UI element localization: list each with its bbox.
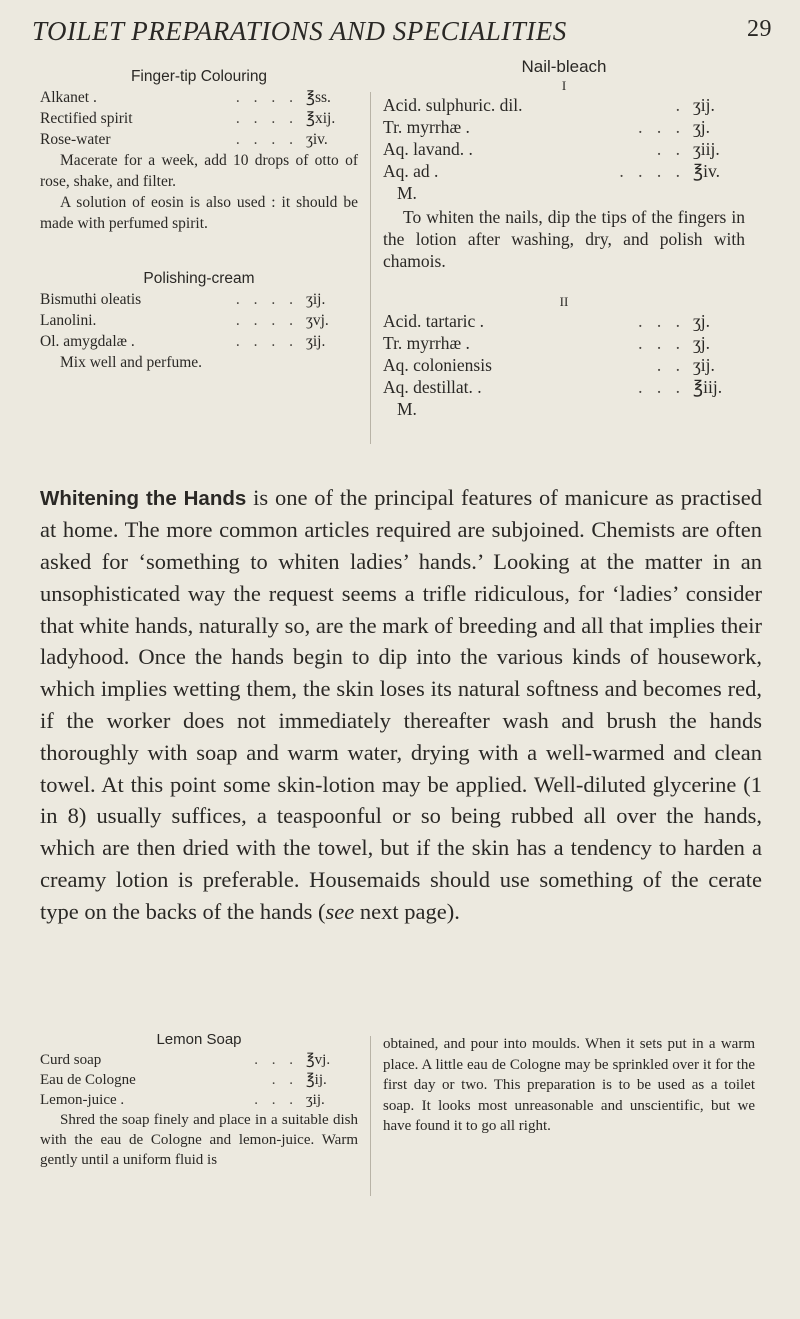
formula-number: II [559, 294, 569, 309]
finger-tip-note: A solution of eosin is also used : it should be made with perfumed spirit. [40, 194, 358, 232]
right-column [383, 56, 745, 420]
ingredient-row: Bismuthi oleatis . . . . ʒij. [40, 291, 326, 308]
lemon-soap-column [40, 1030, 358, 1170]
main-tail: next page). [354, 898, 460, 924]
ingredient-row: Tr. myrrhæ . . . . ʒj. [383, 333, 711, 353]
ingredient-row: Rose-water . . . . ʒiv. [40, 131, 328, 148]
see-reference: see [325, 898, 355, 924]
ingredient-row: Ol. amygdalæ . . . . . ʒij. [40, 333, 326, 350]
section-lead: Whitening the Hands [40, 486, 247, 510]
ingredient-row: Tr. myrrhæ . . . . ʒj. [383, 117, 711, 137]
column-divider [370, 92, 371, 444]
formula-number: I [561, 78, 567, 93]
ingredient-row: Aq. lavand. . . . ʒiij. [383, 139, 720, 159]
lemon-soap-heading: Lemon Soap [156, 1031, 242, 1048]
ingredient-row: Aq. coloniensis . . ʒij. [383, 355, 715, 375]
ingredient-row: Aq. ad . . . . . ℥iv. [383, 161, 720, 181]
misce-mark: M. [397, 399, 417, 419]
main-body: is one of the principal features of manicure as practised at home. The more common articles required are subjoined. Chemists are often asked for ‘something to whiten ladies’ hands.’ Looking at the matter in an unsophisticated way the request seems a trifle ridiculous, for ‘ladies’ consider that white hands, naturally so, are the mark of breeding and all that implies their ladyhood. Once the hands begin to dip into the various kinds of housework, which implies wetting them, the skin loses its natural softness and becomes red, if the worker does not immediately thereafter wash and brush the hands thoroughly with soap and warm water, drying with a well-warmed and clean towel. At this point some skin-lotion may be applied. Well-diluted glycerine (1 in 8) usually suffices, a teaspoonful or so being rubbed all over the hands, which are then dried with the towel, but if the skin has a tendency to harden a creamy lotion is preferable. Housemaids should use something of the cerate type on the backs of the hands ( [40, 484, 762, 924]
ingredient-row: Lanolini. . . . . ʒvj. [40, 312, 329, 329]
ingredient-row: Eau de Cologne . . ℥ij. [40, 1072, 327, 1088]
ingredient-row: Acid. tartaric . . . . ʒj. [383, 311, 711, 331]
lemon-soap-continuation: obtained, and pour into moulds. When it sets put in a warm place. A little eau de Cologne may be sprinkled over it for the first day or two. This preparation is to be used as a toilet soap. It looks most unreasonable and unscientific, but we have found it to go all right. [383, 1036, 755, 1135]
ingredient-row: Rectified spirit . . . . ℥xij. [40, 110, 336, 127]
ingredient-row: Alkanet . . . . . ℥ss. [40, 89, 331, 106]
column-divider [370, 1036, 371, 1196]
lemon-soap-method: Shred the soap finely and place in a suitable dish with the eau de Cologne and lemon-juice. Warm gently until a uniform fluid is [40, 1112, 358, 1168]
finger-tip-method: Macerate for a week, add 10 drops of otto of rose, shake, and filter. [40, 152, 358, 190]
ingredient-row: Curd soap . . . ℥vj. [40, 1052, 331, 1068]
page-number: 29 [747, 16, 772, 42]
ingredient-row: Aq. destillat. . . . . ℥iij. [383, 377, 723, 397]
polishing-method: Mix well and perfume. [60, 354, 203, 371]
nail-bleach-instructions: To whiten the nails, dip the tips of the fingers in the lotion after washing, dry, and polish with chamois. [383, 207, 745, 271]
ingredient-row: Acid. sulphuric. dil. . ʒij. [383, 95, 715, 115]
left-column [40, 66, 358, 373]
header-title: TOILET PREPARATIONS AND SPECIALITIES [32, 16, 567, 46]
polishing-heading: Polishing-cream [143, 270, 255, 287]
ingredient-row: Lemon-juice . . . . ʒij. [40, 1092, 325, 1108]
finger-tip-heading: Finger-tip Colouring [130, 68, 268, 85]
nail-bleach-heading: Nail-bleach [521, 57, 607, 76]
running-header [32, 16, 772, 52]
main-paragraph [40, 482, 762, 928]
misce-mark: M. [397, 183, 417, 203]
